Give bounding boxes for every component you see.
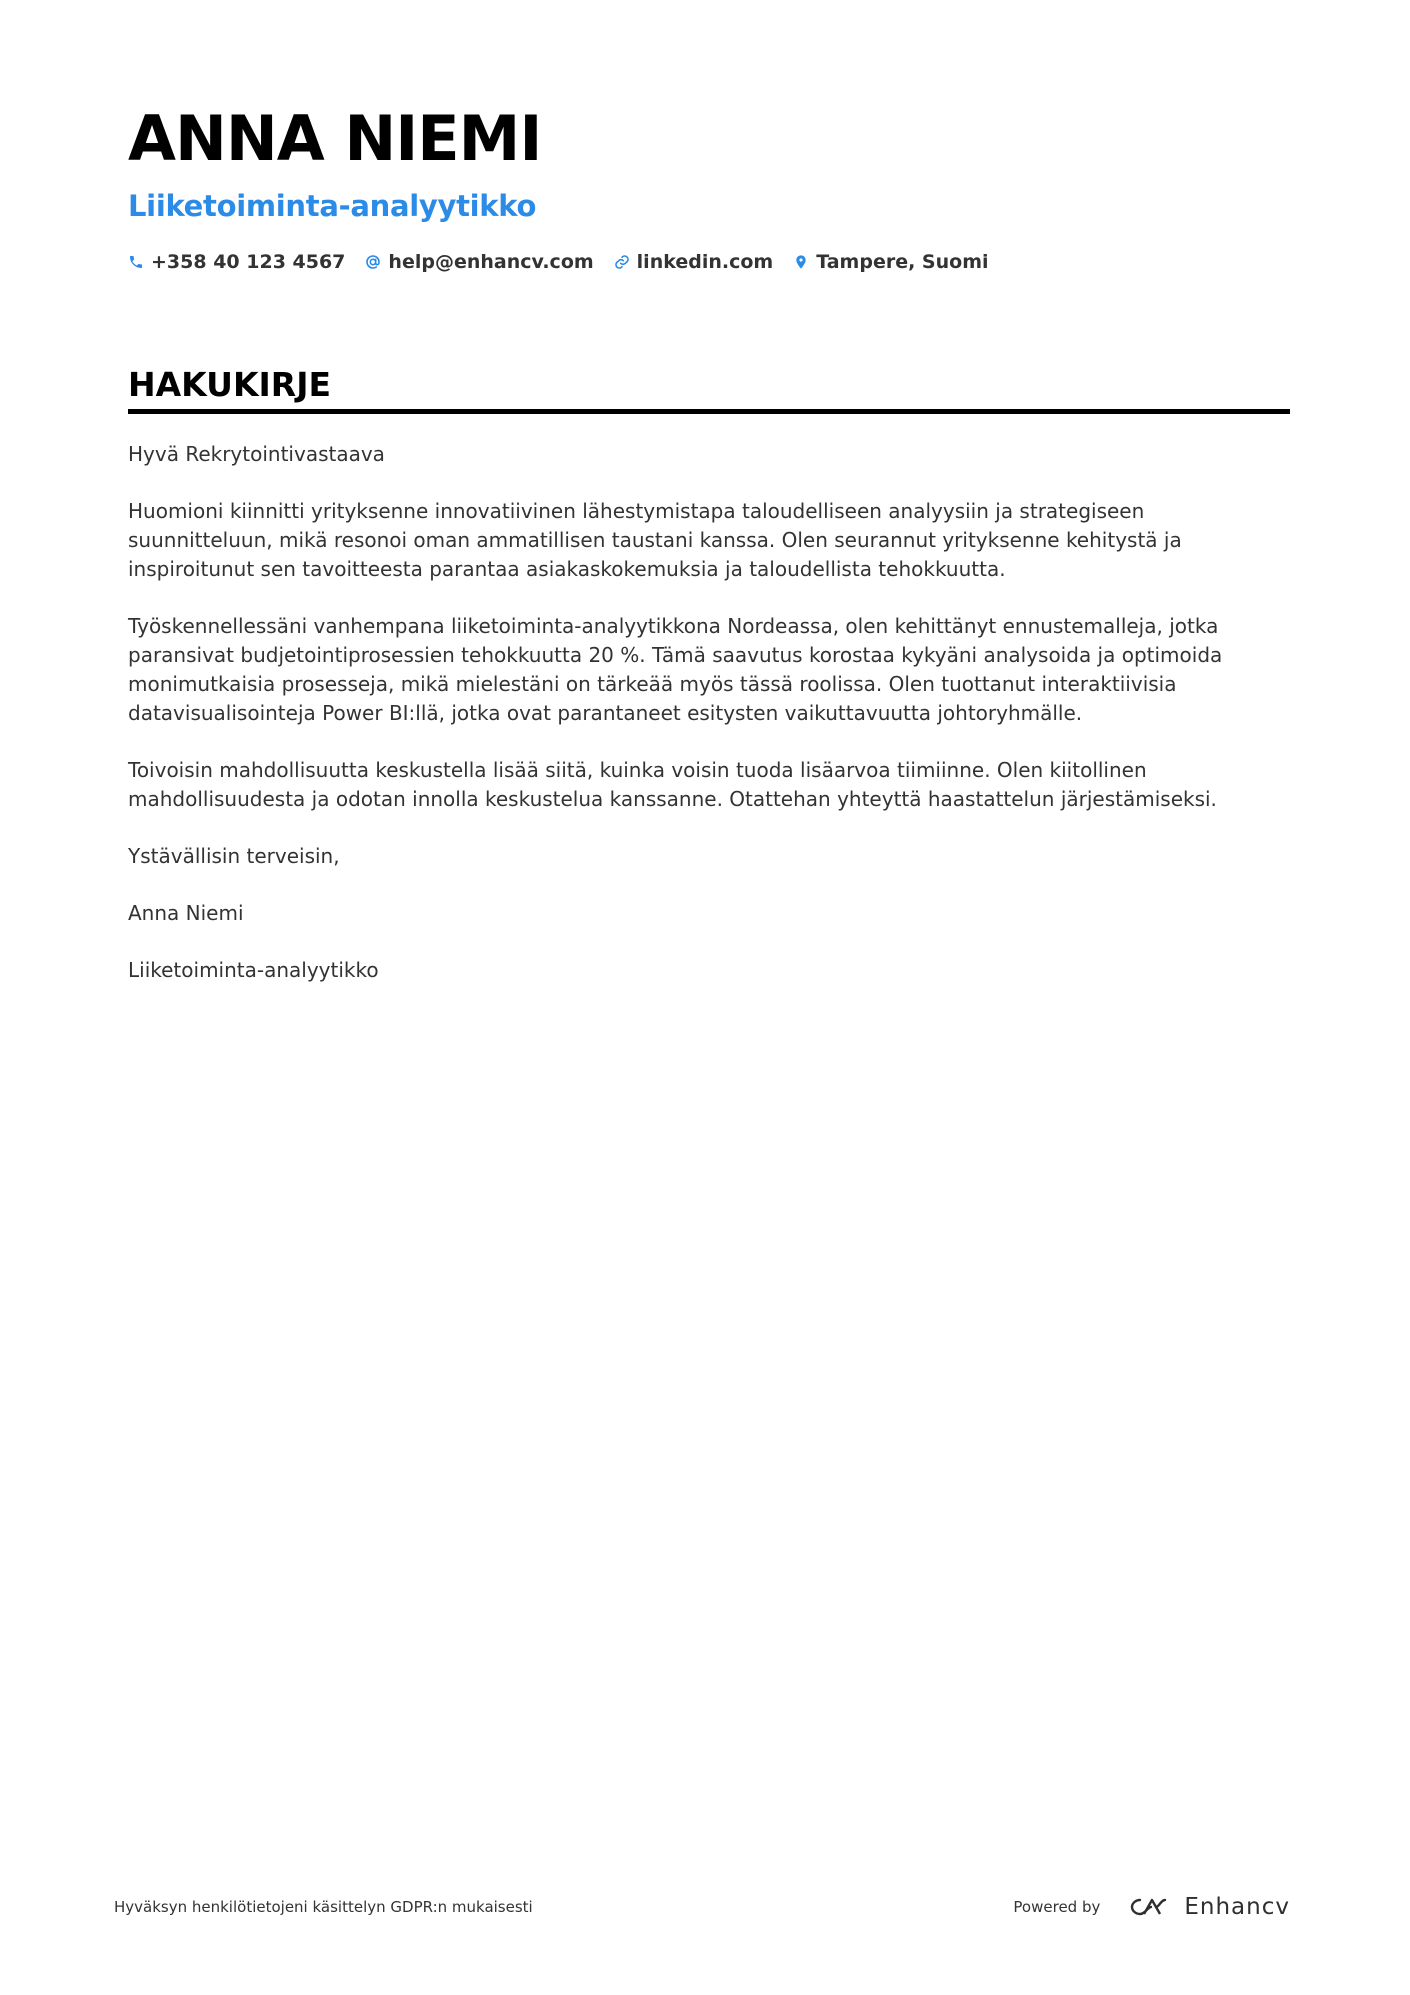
paragraph: Toivoisin mahdollisuutta keskustella lisää siitä, kuinka voisin tuoda lisäarvoa tiimiinne. Olen kiitollinen mahdollisuudesta ja odotan innolla keskustelua kanssanne. Otattehan yhteyttä haastattelun järjestämiseksi. xyxy=(128,758,1217,811)
cover-letter-section xyxy=(128,365,1290,1013)
brand-logo[interactable] xyxy=(1126,1894,1290,1920)
location-text: Tampere, Suomi xyxy=(816,251,989,273)
contact-email[interactable] xyxy=(365,251,593,273)
map-pin-icon xyxy=(793,254,809,270)
applicant-name: ANNA NIEMI xyxy=(128,102,542,175)
contact-phone[interactable] xyxy=(128,251,345,273)
powered-by-label: Powered by xyxy=(1013,1898,1101,1916)
linkedin-text: linkedin.com xyxy=(636,251,774,273)
header xyxy=(128,102,1288,273)
contact-linkedin[interactable] xyxy=(614,251,774,273)
gdpr-consent: Hyväksyn henkilötietojeni käsittelyn GDPR:n mukaisesti xyxy=(114,1898,533,1916)
email-text: help@enhancv.com xyxy=(388,251,594,273)
signature-title: Liiketoiminta-analyytikko xyxy=(128,958,379,982)
footer xyxy=(114,1894,1290,1920)
enhancv-logo-icon xyxy=(1126,1894,1172,1920)
job-title: Liiketoiminta-analyytikko xyxy=(128,189,537,223)
phone-text: +358 40 123 4567 xyxy=(151,251,346,273)
phone-icon xyxy=(128,254,144,270)
paragraph: Työskennellessäni vanhempana liiketoiminta-analyytikkona Nordeassa, olen kehittänyt ennustemalleja, jotka paransivat budjetointiprosessien tehokkuutta 20 %. Tämä saavutus korostaa kykyäni analysoida ja optimoida monimutkaisia prosesseja, mikä mielestäni on tärkeää myös tässä roolissa. Olen tuottanut interaktiivisia datavisualisointeja Power BI:llä, jotka ovat parantaneet esitysten vaikuttavuutta johtoryhmälle. xyxy=(128,614,1223,725)
letter-body xyxy=(128,440,1290,985)
closing: Ystävällisin terveisin, xyxy=(128,844,340,868)
section-title: HAKUKIRJE xyxy=(128,368,1290,414)
contact-location xyxy=(793,251,988,273)
signature-name: Anna Niemi xyxy=(128,901,244,925)
contact-bar xyxy=(128,251,1288,273)
brand-name: Enhancv xyxy=(1184,1894,1290,1920)
at-sign-icon xyxy=(365,254,381,270)
salutation: Hyvä Rekrytointivastaava xyxy=(128,442,385,466)
link-icon xyxy=(614,254,630,270)
paragraph: Huomioni kiinnitti yrityksenne innovatiivinen lähestymistapa taloudelliseen analyysiin ja strategiseen suunnitteluun, mikä resonoi oman ammatillisen taustani kanssa. Olen seurannut yrityksenne kehitystä ja inspiroitunut sen tavoitteesta parantaa asiakaskokemuksia ja taloudellista tehokkuutta. xyxy=(128,499,1182,581)
powered-by[interactable] xyxy=(1013,1894,1290,1920)
